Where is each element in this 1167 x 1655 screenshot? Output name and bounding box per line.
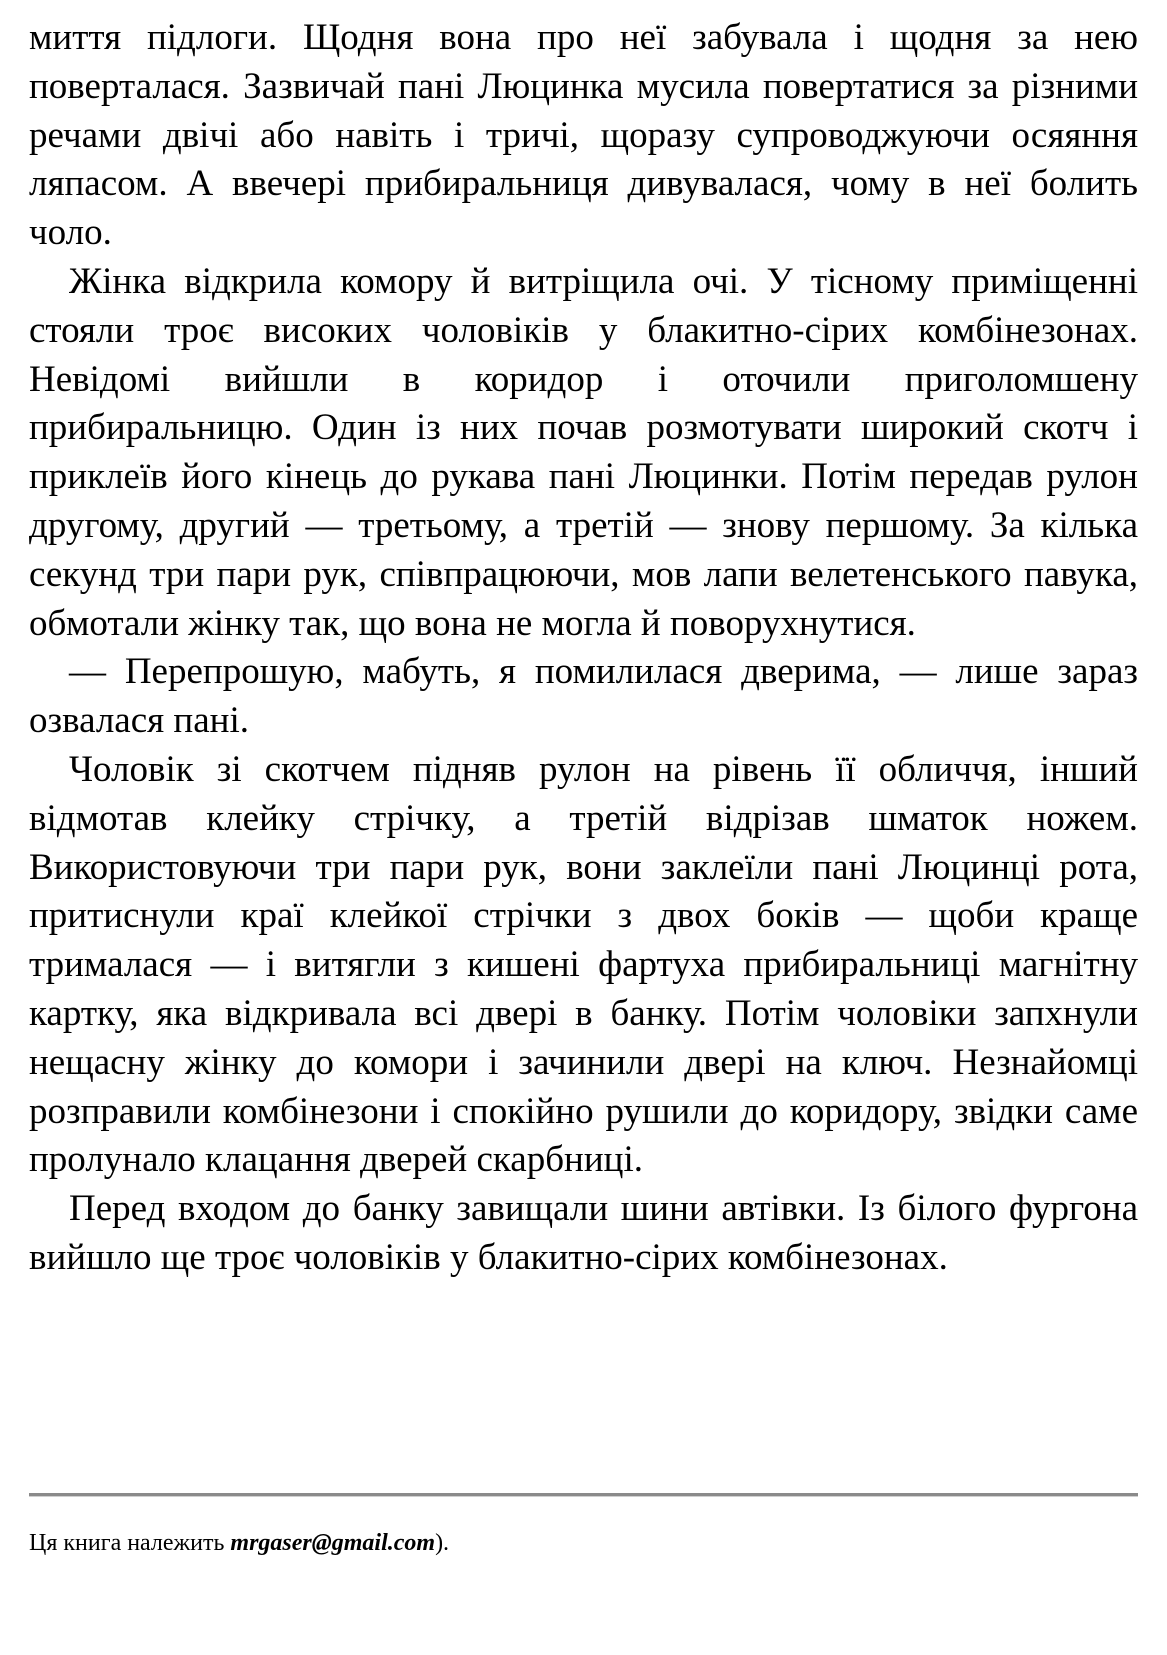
paragraph: Жінка відкрила комору й витріщила очі. У тісному приміщенні стояли троє високих чоловіків у блакитно-сірих комбінезонах. Невідомі вийшли в коридор і оточили приголомшену прибиральницю. Один із них почав розмотувати широкий скотч і приклеїв його кінець до рукава пані Люцинки. Потім передав рулон другому, другий — третьому, а третій — знову першому. За кілька секунд три пари рук, співпрацюючи, мов лапи велетенського павука, обмотали жінку так, що вона не могла й поворухнутися. [29, 260, 1138, 644]
page-body [29, 14, 1138, 1283]
paragraph-continued: миття підлоги. Щодня вона про неї забувала і щодня за нею поверталася. Зазвичай пані Люцинка мусила повертатися за різними речами двічі або навіть і тричі, щоразу супроводжуючи осяяння ляпасом. А ввечері прибиральниця дивувалася, чому в неї болить чоло. [29, 17, 1138, 254]
paragraph: Перед входом до банку завищали шини автівки. Із білого фургона вийшло ще троє чоловіків у блакитно-сірих комбінезонах. [29, 1188, 1138, 1278]
footer-suffix: ). [435, 1530, 450, 1556]
footer-ownership-note [29, 1530, 449, 1557]
footer-prefix: Ця книга належить [29, 1530, 231, 1556]
footer-divider [29, 1493, 1138, 1497]
body-text [29, 14, 1138, 1283]
paragraph: Чоловік зі скотчем підняв рулон на рівень її обличчя, інший відмотав клейку стрічку, а третій відрізав шматок ножем. Використовуючи три пари рук, вони заклеїли пані Люцинці рота, притиснули краї клейкої стрічки з двох боків — щоби краще трималася — і витягли з кишені фартуха прибиральниці магнітну картку, яка відкривала всі двері в банку. Потім чоловіки запхнули нещасну жінку до комори і зачинили двері на ключ. Незнайомці розправили комбінезони і спокійно рушили до коридору, звідки саме пролунало клацання дверей скарбниці. [29, 748, 1138, 1181]
owner-email: mrgaser@gmail.com [230, 1530, 436, 1556]
paragraph-dialogue: — Перепрошую, мабуть, я помилилася дверима, — лише зараз озвалася пані. [29, 651, 1138, 742]
